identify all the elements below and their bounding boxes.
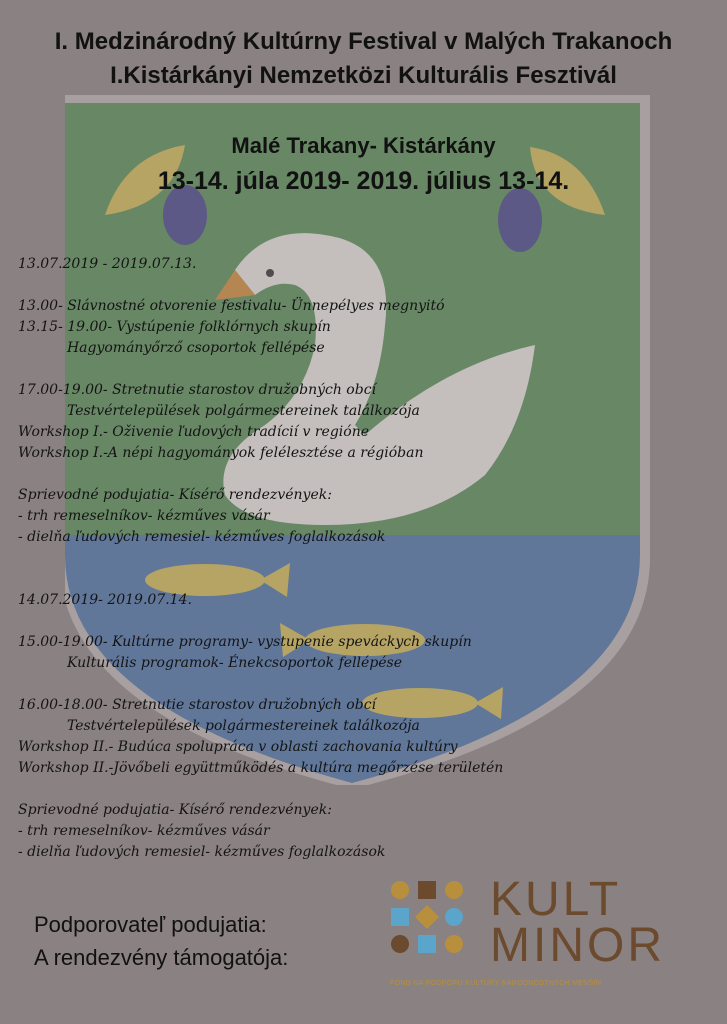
- program-line: [18, 275, 503, 296]
- program-line: 15.00-19.00- Kultúrne programy- vystupenie speváckych skupín: [18, 634, 472, 650]
- festival-dates: 13-14. júla 2019- 2019. július 13-14.: [157, 167, 570, 195]
- program-line: Workshop II.- Budúca spolupráca v oblasti zachovania kultúry: [18, 739, 458, 755]
- program-line: [18, 674, 503, 695]
- program-line: [18, 611, 503, 632]
- program-line: 13.07.2019 - 2019.07.13.: [18, 256, 197, 272]
- program-line: [18, 464, 503, 485]
- program-line: Testvértelepülések polgármestereinek találkozója: [18, 403, 420, 419]
- supporter-label-hu: A rendezvény támogatója:: [34, 945, 289, 970]
- program-schedule: [18, 254, 503, 863]
- program-line: 17.00-19.00- Stretnutie starostov družobných obcí: [18, 382, 377, 398]
- program-line: Workshop I.-A népi hagyományok felélesztése a régióban: [18, 445, 424, 461]
- program-line: - dielňa ľudových remesiel- kézműves foglalkozások: [18, 529, 386, 545]
- title-hungarian: I.Kistárkányi Nemzetközi Kulturális Fesztivál: [110, 62, 617, 89]
- logo-tagline: FOND NA PODPORU KULTÚRY NÁRODNOSTNÝCH MENŠÍN: [390, 980, 602, 987]
- program-line: - trh remeselníkov- kézműves vásár: [18, 823, 270, 839]
- program-line: 13.15- 19.00- Vystúpenie folklórnych skupín: [18, 319, 331, 335]
- program-line: - dielňa ľudových remesiel- kézműves foglalkozások: [18, 844, 386, 860]
- title-slovak: I. Medzinárodný Kultúrny Festival v Malých Trakanoch: [54, 28, 673, 55]
- program-line: Sprievodné podujatia- Kísérő rendezvények:: [18, 487, 332, 503]
- logo-word-minor: MINOR: [490, 919, 665, 972]
- program-line: 16.00-18.00- Stretnutie starostov družobných obcí: [18, 697, 377, 713]
- festival-place: Malé Trakany- Kistárkány: [231, 133, 496, 158]
- program-line: 14.07.2019- 2019.07.14.: [18, 592, 192, 608]
- program-line: Kulturális programok- Énekcsoportok fellépése: [18, 655, 403, 671]
- program-line: Hagyományőrző csoportok fellépése: [18, 340, 325, 356]
- kultminor-logo-mark-icon: [388, 878, 478, 968]
- program-line: Sprievodné podujatia- Kísérő rendezvények:: [18, 802, 332, 818]
- program-line: Testvértelepülések polgármestereinek találkozója: [18, 718, 420, 734]
- program-line: Workshop II.-Jövőbeli együttműködés a kultúra megőrzése területén: [18, 760, 504, 776]
- program-line: 13.00- Slávnostné otvorenie festivalu- Ünnepélyes megnyitó: [18, 298, 445, 314]
- program-line: Workshop I.- Oživenie ľudových tradícií v regióne: [18, 424, 369, 440]
- supporter-label-sk: Podporovateľ podujatia:: [34, 912, 267, 937]
- program-line: [18, 548, 503, 569]
- program-line: [18, 779, 503, 800]
- program-line: [18, 569, 503, 590]
- program-line: [18, 359, 503, 380]
- program-line: - trh remeselníkov- kézműves vásár: [18, 508, 270, 524]
- logo-word-kult: KULT: [490, 873, 622, 926]
